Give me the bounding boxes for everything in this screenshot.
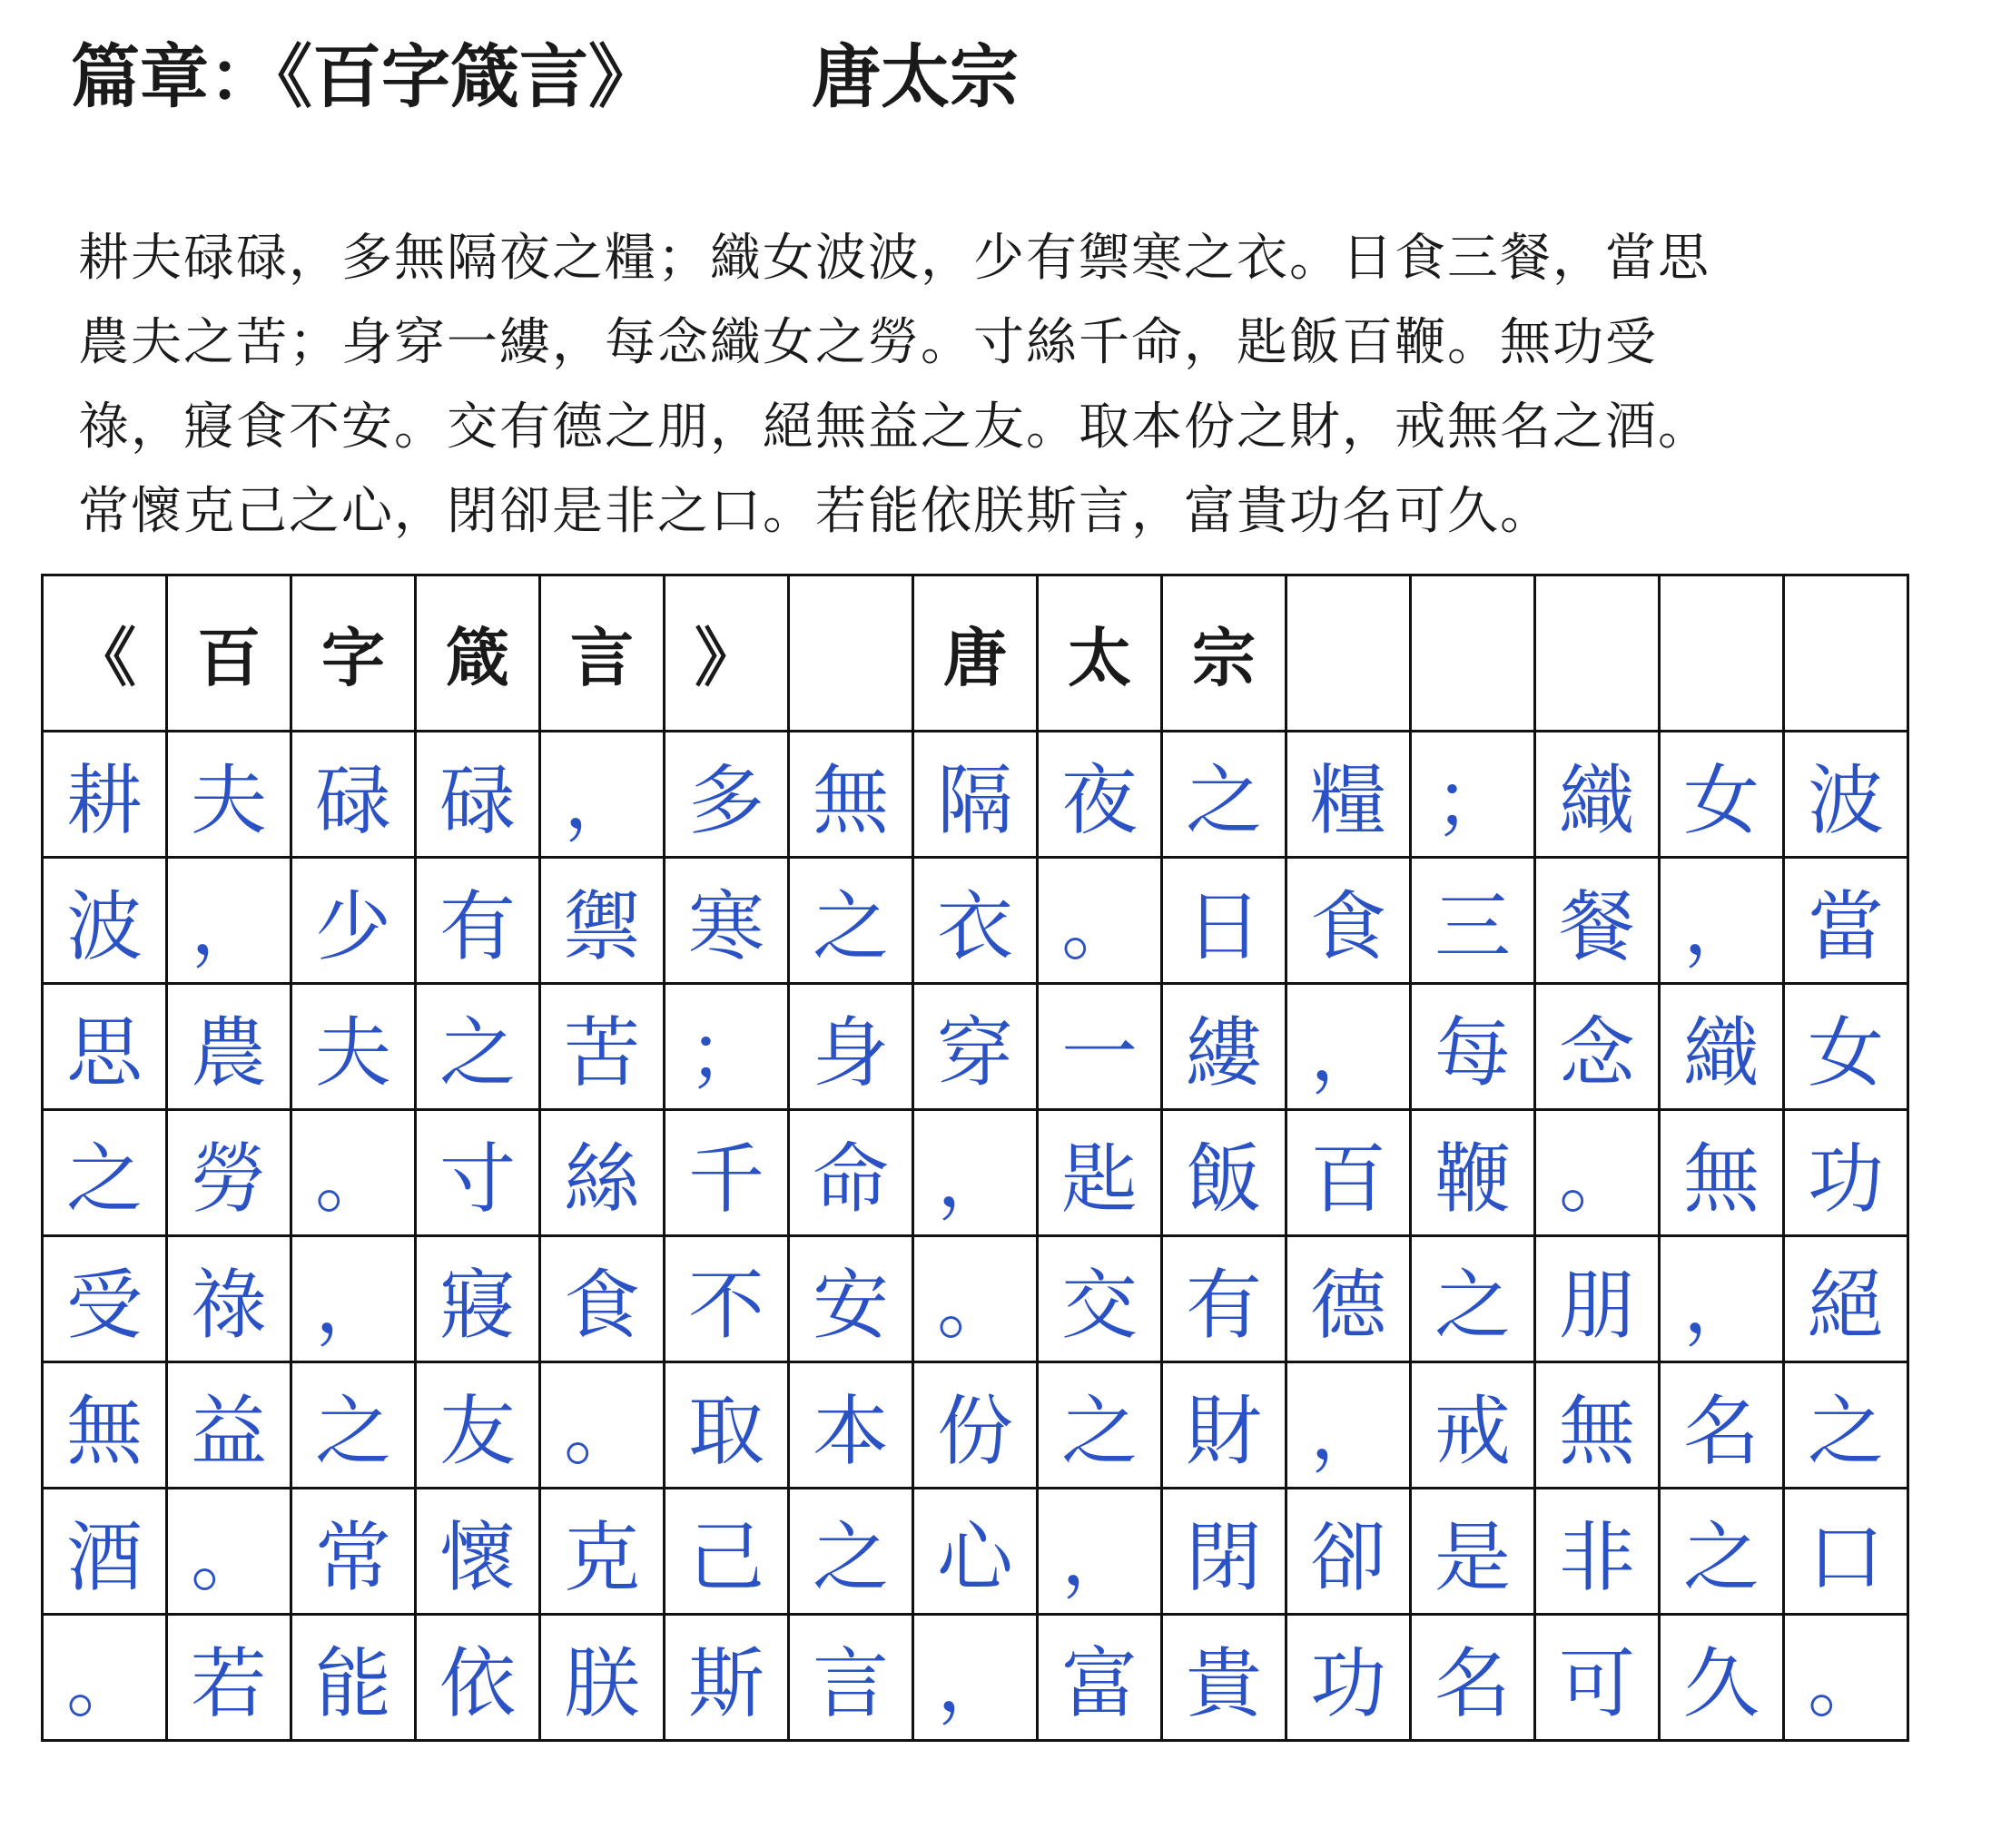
passage-line: 農夫之苦；身穿一縷，每念織女之勞。寸絲千命，匙飯百鞭。無功受 <box>78 313 1658 372</box>
grid-char-cell: 食 <box>541 1237 665 1363</box>
grid-char-cell: 。 <box>541 1363 665 1489</box>
grid-char-cell: 益 <box>168 1363 292 1489</box>
practice-grid <box>41 574 1909 1742</box>
grid-char-cell: 心 <box>914 1489 1039 1616</box>
grid-char-cell: 匙 <box>1039 1111 1163 1237</box>
grid-char-cell: 份 <box>914 1363 1039 1489</box>
grid-char-cell: 念 <box>1536 985 1661 1111</box>
grid-char-cell: 財 <box>1163 1363 1287 1489</box>
grid-char-cell: 之 <box>1039 1363 1163 1489</box>
grid-char-cell: 飯 <box>1163 1111 1287 1237</box>
grid-char-cell: 。 <box>168 1489 292 1616</box>
grid-char-cell: 餐 <box>1536 859 1661 985</box>
grid-char-cell: 日 <box>1163 859 1287 985</box>
grid-char-cell: ， <box>1287 1363 1412 1489</box>
grid-char-cell: 隔 <box>914 732 1039 859</box>
grid-char-cell: 安 <box>790 1237 914 1363</box>
grid-char-cell: 千 <box>665 1111 790 1237</box>
grid-char-cell: 之 <box>292 1363 417 1489</box>
grid-header-cell <box>1536 576 1661 732</box>
grid-char-cell: 身 <box>790 985 914 1111</box>
grid-char-cell: 本 <box>790 1363 914 1489</box>
grid-char-cell: 當 <box>1785 859 1909 985</box>
grid-char-cell: 一 <box>1039 985 1163 1111</box>
grid-char-cell: 朋 <box>1536 1237 1661 1363</box>
grid-char-cell: 貴 <box>1163 1616 1287 1742</box>
grid-char-cell: 寸 <box>417 1111 541 1237</box>
grid-char-cell: 閉 <box>1163 1489 1287 1616</box>
grid-char-cell: 之 <box>1661 1489 1785 1616</box>
grid-char-cell: 功 <box>1287 1616 1412 1742</box>
grid-header-cell: 箴 <box>417 576 541 732</box>
grid-char-cell: 碌 <box>292 732 417 859</box>
grid-char-cell: 朕 <box>541 1616 665 1742</box>
grid-char-cell: ； <box>665 985 790 1111</box>
grid-char-cell: 言 <box>790 1616 914 1742</box>
grid-char-cell: 絕 <box>1785 1237 1909 1363</box>
grid-char-cell: 有 <box>417 859 541 985</box>
grid-char-cell: 糧 <box>1287 732 1412 859</box>
passage-line: 常懷克己之心，閉卻是非之口。若能依朕斯言，富貴功名可久。 <box>78 482 1552 541</box>
grid-char-cell: 。 <box>1039 859 1163 985</box>
grid-char-cell: ， <box>914 1111 1039 1237</box>
grid-header-cell <box>1661 576 1785 732</box>
grid-char-cell: 卻 <box>1287 1489 1412 1616</box>
grid-char-cell: 夫 <box>292 985 417 1111</box>
grid-char-cell: 衣 <box>914 859 1039 985</box>
grid-char-cell: 富 <box>1039 1616 1163 1742</box>
grid-char-cell: 受 <box>44 1237 168 1363</box>
grid-char-cell: 能 <box>292 1616 417 1742</box>
grid-char-cell: 酒 <box>44 1489 168 1616</box>
grid-char-cell: 思 <box>44 985 168 1111</box>
grid-char-cell: 夜 <box>1039 732 1163 859</box>
grid-char-cell: 德 <box>1287 1237 1412 1363</box>
grid-char-cell: 鞭 <box>1412 1111 1536 1237</box>
grid-char-cell: ； <box>1412 732 1536 859</box>
grid-char-cell: 女 <box>1785 985 1909 1111</box>
grid-header-cell: 百 <box>168 576 292 732</box>
grid-char-cell: 寒 <box>665 859 790 985</box>
passage-text <box>78 216 1948 554</box>
grid-char-cell: 之 <box>790 1489 914 1616</box>
grid-char-cell: 波 <box>1785 732 1909 859</box>
grid-char-cell: 多 <box>665 732 790 859</box>
grid-char-cell: 口 <box>1785 1489 1909 1616</box>
grid-char-cell: 友 <box>417 1363 541 1489</box>
grid-char-cell: 常 <box>292 1489 417 1616</box>
grid-char-cell: 戒 <box>1412 1363 1536 1489</box>
grid-char-cell: ， <box>1287 985 1412 1111</box>
grid-char-cell: 絲 <box>541 1111 665 1237</box>
grid-header-cell <box>1412 576 1536 732</box>
grid-char-cell: 織 <box>1661 985 1785 1111</box>
grid-char-cell: 三 <box>1412 859 1536 985</box>
grid-header-cell: 字 <box>292 576 417 732</box>
grid-header-cell <box>790 576 914 732</box>
grid-char-cell: ， <box>292 1237 417 1363</box>
grid-char-cell: 穿 <box>914 985 1039 1111</box>
grid-char-cell: ， <box>541 732 665 859</box>
grid-char-cell: ， <box>914 1616 1039 1742</box>
grid-char-cell: ， <box>1039 1489 1163 1616</box>
heading-title: 篇章：《百字箴言》 <box>71 36 657 117</box>
grid-char-cell: 。 <box>44 1616 168 1742</box>
page-heading <box>71 36 1019 118</box>
grid-char-cell: 之 <box>44 1111 168 1237</box>
grid-char-cell: ， <box>168 859 292 985</box>
grid-char-cell: 若 <box>168 1616 292 1742</box>
grid-char-cell: 可 <box>1536 1616 1661 1742</box>
grid-char-cell: 。 <box>1536 1111 1661 1237</box>
grid-char-cell: 少 <box>292 859 417 985</box>
grid-header-cell <box>1785 576 1909 732</box>
grid-char-cell: 無 <box>1661 1111 1785 1237</box>
grid-char-cell: 不 <box>665 1237 790 1363</box>
grid-char-cell: 織 <box>1536 732 1661 859</box>
grid-header-cell: 太 <box>1039 576 1163 732</box>
heading-author: 唐太宗 <box>812 36 1019 117</box>
grid-char-cell: 名 <box>1661 1363 1785 1489</box>
grid-char-cell: 。 <box>914 1237 1039 1363</box>
grid-char-cell: 依 <box>417 1616 541 1742</box>
grid-char-cell: 耕 <box>44 732 168 859</box>
grid-char-cell: 名 <box>1412 1616 1536 1742</box>
grid-char-cell: 有 <box>1163 1237 1287 1363</box>
grid-char-cell: 女 <box>1661 732 1785 859</box>
grid-char-cell: 命 <box>790 1111 914 1237</box>
grid-header-cell: 言 <box>541 576 665 732</box>
grid-header-cell: 《 <box>44 576 168 732</box>
grid-char-cell: 夫 <box>168 732 292 859</box>
grid-char-cell: 克 <box>541 1489 665 1616</box>
grid-char-cell: 之 <box>1163 732 1287 859</box>
grid-char-cell: 取 <box>665 1363 790 1489</box>
grid-char-cell: 懷 <box>417 1489 541 1616</box>
grid-header-cell <box>1287 576 1412 732</box>
grid-char-cell: 久 <box>1661 1616 1785 1742</box>
grid-char-cell: ， <box>1661 1237 1785 1363</box>
grid-char-cell: 之 <box>1785 1363 1909 1489</box>
grid-header-cell: 唐 <box>914 576 1039 732</box>
grid-char-cell: 無 <box>44 1363 168 1489</box>
grid-char-cell: 縷 <box>1163 985 1287 1111</box>
grid-char-cell: 無 <box>790 732 914 859</box>
grid-char-cell: 之 <box>1412 1237 1536 1363</box>
grid-char-cell: 之 <box>417 985 541 1111</box>
grid-char-cell: 。 <box>292 1111 417 1237</box>
passage-line: 耕夫碌碌，多無隔夜之糧；織女波波，少有禦寒之衣。日食三餐，當思 <box>78 229 1710 288</box>
grid-char-cell: 斯 <box>665 1616 790 1742</box>
grid-char-cell: 交 <box>1039 1237 1163 1363</box>
grid-char-cell: ， <box>1661 859 1785 985</box>
grid-char-cell: 波 <box>44 859 168 985</box>
passage-line: 祿，寢食不安。交有德之朋，絕無益之友。取本份之財，戒無名之酒。 <box>78 398 1710 457</box>
grid-char-cell: 。 <box>1785 1616 1909 1742</box>
grid-char-cell: 百 <box>1287 1111 1412 1237</box>
grid-char-cell: 功 <box>1785 1111 1909 1237</box>
grid-char-cell: 之 <box>790 859 914 985</box>
grid-char-cell: 祿 <box>168 1237 292 1363</box>
grid-char-cell: 每 <box>1412 985 1536 1111</box>
grid-header-cell: 宗 <box>1163 576 1287 732</box>
grid-char-cell: 禦 <box>541 859 665 985</box>
grid-char-cell: 苦 <box>541 985 665 1111</box>
grid-header-cell: 》 <box>665 576 790 732</box>
grid-char-cell: 農 <box>168 985 292 1111</box>
grid-char-cell: 食 <box>1287 859 1412 985</box>
grid-char-cell: 是 <box>1412 1489 1536 1616</box>
grid-char-cell: 碌 <box>417 732 541 859</box>
grid-char-cell: 勞 <box>168 1111 292 1237</box>
grid-char-cell: 寢 <box>417 1237 541 1363</box>
grid-char-cell: 己 <box>665 1489 790 1616</box>
grid-char-cell: 無 <box>1536 1363 1661 1489</box>
grid-char-cell: 非 <box>1536 1489 1661 1616</box>
